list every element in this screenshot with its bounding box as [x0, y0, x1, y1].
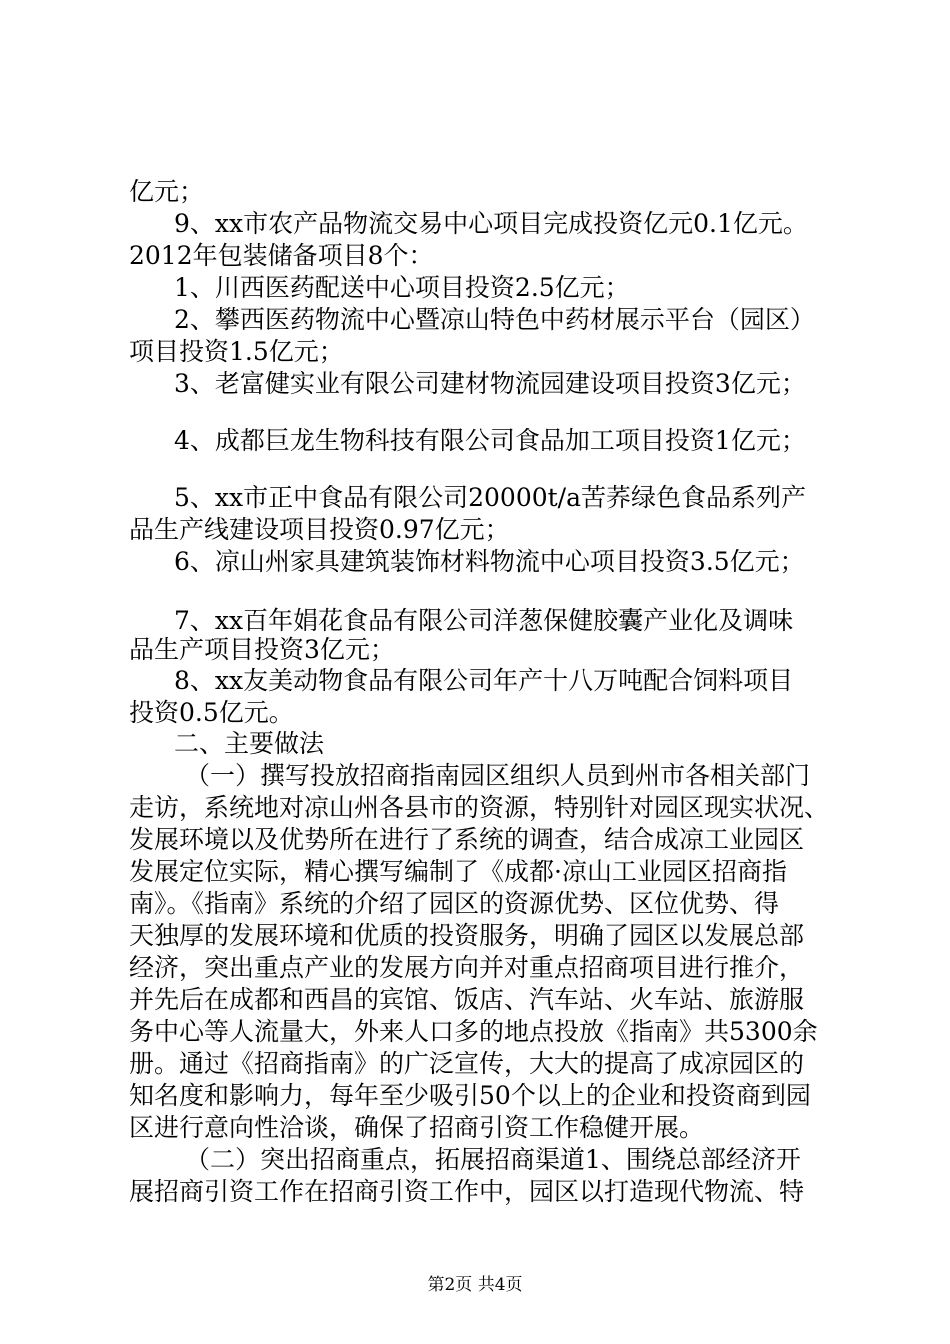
text-line: 投资0.5亿元。 [129, 698, 294, 727]
text-line: （一）撰写投放招商指南园区组织人员到州市各相关部门 [185, 761, 811, 790]
text-line: 2、攀西医药物流中心暨凉山特色中药材展示平台（园区） [174, 305, 815, 334]
text-line: 7、xx百年娟花食品有限公司洋葱保健胶囊产业化及调味 [174, 606, 794, 635]
text-line: 发展定位实际，精心撰写编制了《成都·凉山工业园区招商指 [129, 857, 787, 886]
text-line: （二）突出招商重点，拓展招商渠道1、围绕总部经济开 [185, 1145, 801, 1174]
text-line: 9、xx市农产品物流交易中心项目完成投资亿元0.1亿元。 [174, 209, 808, 238]
text-line: 品生产线建设项目投资0.97亿元； [129, 515, 510, 544]
text-line: 4、成都巨龙生物科技有限公司食品加工项目投资1亿元； [174, 426, 806, 455]
text-line: 南》。《指南》系统的介绍了园区的资源优势、区位优势、得 [129, 889, 780, 918]
text-line: 展招商引资工作在招商引资工作中，园区以打造现代物流、特 [129, 1177, 805, 1206]
text-line: 经济，突出重点产业的发展方向并对重点招商项目进行推介， [129, 953, 805, 982]
text-line: 5、xx市正中食品有限公司20000t/a苦荞绿色食品系列产 [174, 483, 807, 512]
text-line: 并先后在成都和西昌的宾馆、饭店、汽车站、火车站、旅游服 [129, 985, 805, 1014]
text-line: 天独厚的发展环境和优质的投资服务，明确了园区以发展总部 [129, 921, 805, 950]
text-line: 走访，系统地对凉山州各县市的资源，特别针对园区现实状况、 [129, 793, 830, 822]
text-line: 1、川西医药配送中心项目投资2.5亿元； [174, 273, 630, 302]
text-line: 发展环境以及优势所在进行了系统的调查，结合成凉工业园区 [129, 825, 805, 854]
section-heading: 二、主要做法 [174, 729, 325, 758]
text-line: 6、凉山州家具建筑装饰材料物流中心项目投资3.5亿元； [174, 547, 805, 576]
text-line: 项目投资1.5亿元； [129, 337, 344, 366]
text-line: 3、老富健实业有限公司建材物流园建设项目投资3亿元； [174, 369, 806, 398]
text-line: 2012年包装储备项目8个： [129, 241, 434, 270]
text-line: 8、xx友美动物食品有限公司年产十八万吨配合饲料项目 [174, 666, 794, 695]
text-line: 品生产项目投资3亿元； [129, 635, 395, 664]
text-line: 册。通过《招商指南》的广泛宣传，大大的提高了成凉园区的 [129, 1049, 805, 1078]
text-line: 区进行意向性洽谈，确保了招商引资工作稳健开展。 [129, 1113, 705, 1142]
text-line: 知名度和影响力，每年至少吸引50个以上的企业和投资商到园 [129, 1081, 811, 1110]
text-line: 务中心等人流量大，外来人口多的地点投放《指南》共5300余 [129, 1017, 818, 1046]
page-footer: 第2页 共4页 [427, 1275, 523, 1295]
text-line: 亿元； [129, 177, 205, 206]
